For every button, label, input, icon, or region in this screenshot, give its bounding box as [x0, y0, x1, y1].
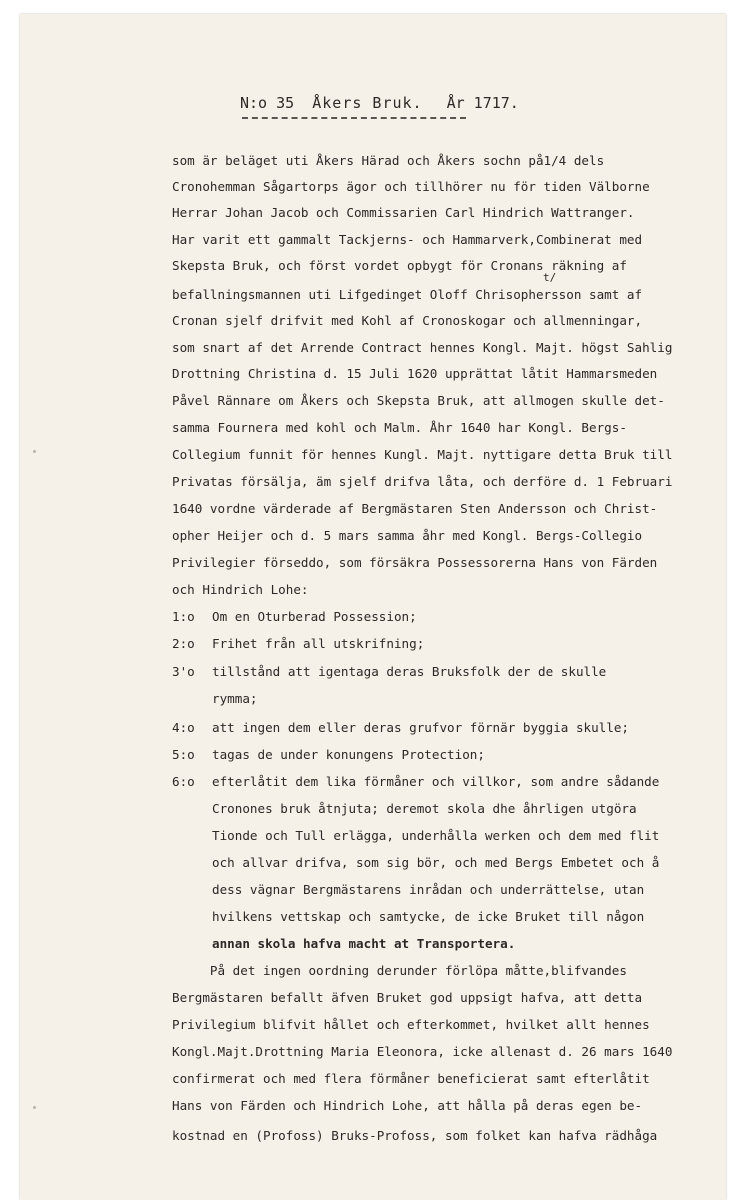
text-line: som är beläget uti Åkers Härad och Åkers sochn på1/4 dels — [172, 153, 605, 168]
margin-mark — [33, 450, 36, 453]
list-text: Om en Oturberad Possession; — [212, 609, 417, 624]
margin-mark — [33, 1106, 36, 1109]
list-text: Frihet från all utskrifning; — [212, 636, 425, 651]
text-line: Collegium funnit för hennes Kungl. Majt. nyttigare detta Bruk till — [172, 447, 673, 462]
entry-year: År 1717. — [446, 94, 519, 112]
text-line: Cronohemman Sågartorps ägor och tillhörer nu för tiden Välborne — [172, 179, 650, 194]
text-line: Herrar Johan Jacob och Commissarien Carl Hindrich Wattranger. — [172, 205, 635, 220]
list-number: 6:o — [172, 774, 195, 789]
list-number: 1:o — [172, 609, 195, 624]
insertion-mark: t/ — [543, 271, 557, 284]
list-text: tillstånd att igentaga deras Bruksfolk der de skulle — [212, 664, 607, 679]
text-line: och Hindrich Lohe: — [172, 582, 309, 597]
heading-underline — [242, 117, 466, 119]
text-line: Hans von Färden och Hindrich Lohe, att hålla på deras egen be- — [172, 1098, 643, 1113]
text-line: På det ingen oordning derunder förlöpa måtte,blifvandes — [172, 963, 627, 978]
list-text: Tionde och Tull erlägga, underhålla werken och dem med flit — [212, 828, 660, 843]
entry-number: N:o 35 — [240, 94, 295, 112]
list-text: att ingen dem eller deras grufvor förnär byggia skulle; — [212, 720, 630, 735]
list-number: 5:o — [172, 747, 195, 762]
list-number: 3'o — [172, 664, 195, 679]
list-text: dess vägnar Bergmästarens inrådan och underrättelse, utan — [212, 882, 645, 897]
text-line: Kongl.Majt.Drottning Maria Eleonora, icke allenast d. 26 mars 1640 — [172, 1044, 673, 1059]
text-line: Har varit ett gammalt Tackjerns- och Hammarverk,Combinerat med — [172, 232, 643, 247]
document-page — [20, 14, 726, 1200]
list-text: hvilkens vettskap och samtycke, de icke Bruket till någon — [212, 909, 645, 924]
list-text: efterlåtit dem lika förmåner och villkor, som andre sådande — [212, 774, 660, 789]
text-line: Cronan sjelf drifvit med Kohl af Cronoskogar och allmenningar, — [172, 313, 643, 328]
text-line: kostnad en (Profoss) Bruks-Profoss, som folket kan hafva rädhåga — [172, 1128, 658, 1143]
text-line: 1640 vordne värderade af Bergmästaren Sten Andersson och Christ- — [172, 501, 658, 516]
text-line: Privilegium blifvit hållet och efterkommet, hvilket allt hennes — [172, 1017, 650, 1032]
text-line: samma Fournera med kohl och Malm. Åhr 1640 har Kongl. Bergs- — [172, 420, 627, 435]
text-line: som snart af det Arrende Contract hennes Kongl. Majt. högst Sahlig — [172, 340, 673, 355]
list-text: och allvar drifva, som sig bör, och med Bergs Embetet och å — [212, 855, 660, 870]
text-line: befallningsmannen uti Lifgedinget Oloff Chrisophersson samt af — [172, 287, 643, 302]
list-text: tagas de under konungens Protection; — [212, 747, 485, 762]
text-line: Privatas försälja, äm sjelf drifva låta, och derföre d. 1 Februari — [172, 474, 673, 489]
text-line: confirmerat och med flera förmåner beneficierat samt efterlåtit — [172, 1071, 650, 1086]
text-line: Bergmästaren befallt äfven Bruket god uppsigt hafva, att detta — [172, 990, 643, 1005]
text-line: Skepsta Bruk, och först vordet opbygt för Cronans räkning af — [172, 258, 627, 273]
text-line: Påvel Rännare om Åkers och Skepsta Bruk, att allmogen skulle det- — [172, 393, 665, 408]
list-text: rymma; — [212, 691, 258, 706]
list-number: 2:o — [172, 636, 195, 651]
list-number: 4:o — [172, 720, 195, 735]
entry-title: Åkers Bruk. — [312, 94, 423, 112]
list-text: annan skola hafva macht at Transportera. — [212, 936, 516, 951]
text-line: Privilegier förseddo, som försäkra Possessorerna Hans von Färden — [172, 555, 658, 570]
list-text: Cronones bruk åtnjuta; deremot skola dhe åhrligen utgöra — [212, 801, 637, 816]
document-heading — [240, 94, 519, 112]
text-line: Drottning Christina d. 15 Juli 1620 upprättat låtit Hammarsmeden — [172, 366, 658, 381]
text-line: opher Heijer och d. 5 mars samma åhr med Kongl. Bergs-Collegio — [172, 528, 643, 543]
